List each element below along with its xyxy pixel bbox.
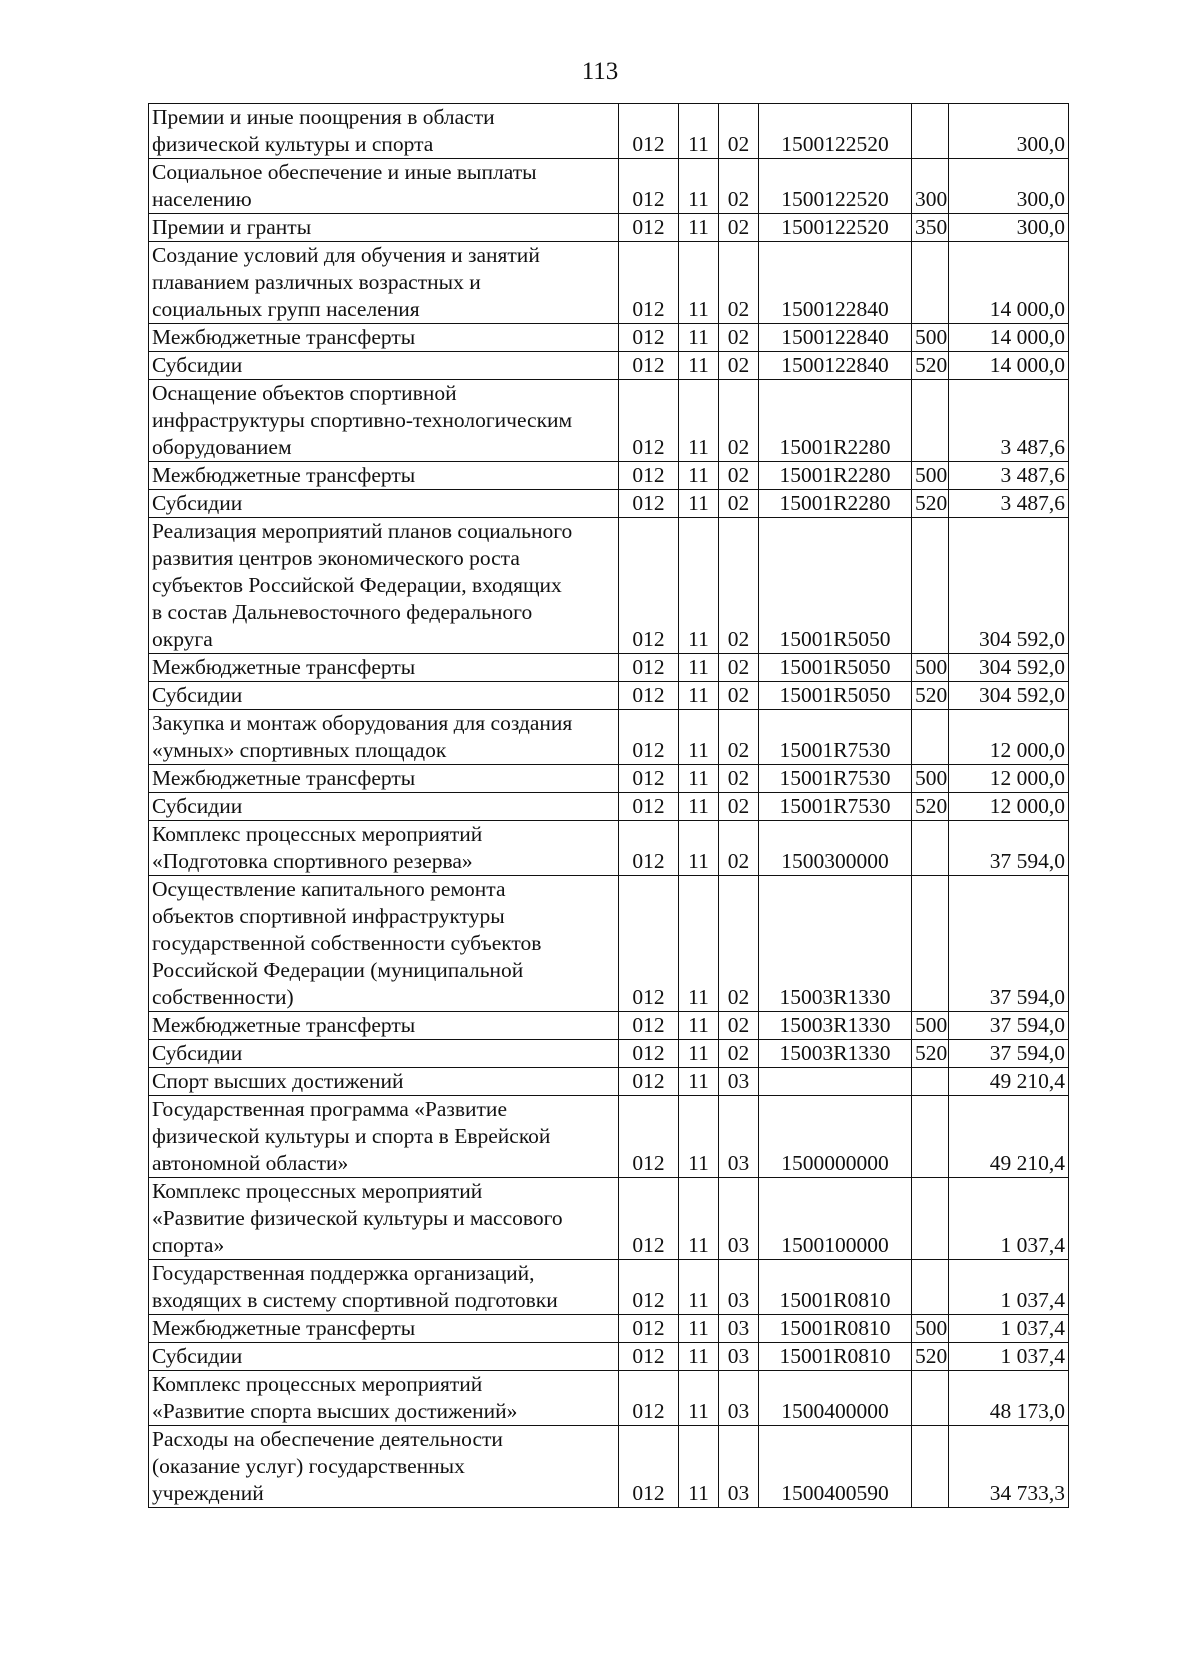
- table-row: [149, 682, 1069, 710]
- row-expense-type: 520: [912, 352, 949, 380]
- row-ministry-code: 012: [619, 710, 679, 765]
- row-ministry-code: 012: [619, 876, 679, 1012]
- row-target-article: 15001R5050: [759, 518, 912, 654]
- row-subsection-code: 02: [719, 159, 759, 214]
- row-name: Субсидии: [149, 490, 619, 518]
- row-ministry-code: 012: [619, 654, 679, 682]
- row-section-code: 11: [679, 1315, 719, 1343]
- row-name: Субсидии: [149, 793, 619, 821]
- row-target-article: 15001R2280: [759, 462, 912, 490]
- row-subsection-code: 02: [719, 1040, 759, 1068]
- row-target-article: 15001R2280: [759, 380, 912, 462]
- table-row: [149, 242, 1069, 324]
- row-subsection-code: 03: [719, 1343, 759, 1371]
- row-subsection-code: 02: [719, 765, 759, 793]
- row-ministry-code: 012: [619, 1315, 679, 1343]
- row-subsection-code: 02: [719, 490, 759, 518]
- row-ministry-code: 012: [619, 1096, 679, 1178]
- row-expense-type: 500: [912, 1012, 949, 1040]
- row-section-code: 11: [679, 104, 719, 159]
- row-section-code: 11: [679, 821, 719, 876]
- row-target-article: 15001R0810: [759, 1260, 912, 1315]
- row-name: Реализация мероприятий планов социального развития центров экономического роста субъектов Российской Федерации, входящих в состав Дальневосточного федерального округа: [149, 518, 619, 654]
- row-target-article: 15001R5050: [759, 682, 912, 710]
- table-row: [149, 821, 1069, 876]
- row-target-article: 1500000000: [759, 1096, 912, 1178]
- table-row: [149, 462, 1069, 490]
- row-name: Закупка и монтаж оборудования для создания «умных» спортивных площадок: [149, 710, 619, 765]
- row-name: Государственная поддержка организаций, входящих в систему спортивной подготовки: [149, 1260, 619, 1315]
- row-expense-type: [912, 1068, 949, 1096]
- row-amount: 12 000,0: [949, 710, 1069, 765]
- row-section-code: 11: [679, 490, 719, 518]
- row-amount: 300,0: [949, 104, 1069, 159]
- row-target-article: 15001R7530: [759, 793, 912, 821]
- row-section-code: 11: [679, 1040, 719, 1068]
- row-ministry-code: 012: [619, 214, 679, 242]
- row-expense-type: [912, 821, 949, 876]
- row-expense-type: 520: [912, 682, 949, 710]
- row-name: Комплекс процессных мероприятий «Развитие спорта высших достижений»: [149, 1371, 619, 1426]
- row-amount: 1 037,4: [949, 1315, 1069, 1343]
- row-section-code: 11: [679, 710, 719, 765]
- row-expense-type: [912, 1426, 949, 1508]
- row-ministry-code: 012: [619, 380, 679, 462]
- row-expense-type: [912, 242, 949, 324]
- row-amount: 3 487,6: [949, 462, 1069, 490]
- row-expense-type: [912, 1260, 949, 1315]
- row-expense-type: 500: [912, 324, 949, 352]
- row-amount: 49 210,4: [949, 1068, 1069, 1096]
- row-name: Создание условий для обучения и занятий плаванием различных возрастных и социальных групп населения: [149, 242, 619, 324]
- row-name: Межбюджетные трансферты: [149, 1315, 619, 1343]
- row-subsection-code: 02: [719, 214, 759, 242]
- table-row: [149, 214, 1069, 242]
- row-name: Комплекс процессных мероприятий «Подготовка спортивного резерва»: [149, 821, 619, 876]
- row-ministry-code: 012: [619, 104, 679, 159]
- row-section-code: 11: [679, 1012, 719, 1040]
- row-amount: 304 592,0: [949, 682, 1069, 710]
- row-target-article: 15001R0810: [759, 1343, 912, 1371]
- row-amount: 37 594,0: [949, 821, 1069, 876]
- row-section-code: 11: [679, 242, 719, 324]
- row-section-code: 11: [679, 793, 719, 821]
- row-subsection-code: 03: [719, 1371, 759, 1426]
- row-target-article: 1500122520: [759, 214, 912, 242]
- row-section-code: 11: [679, 654, 719, 682]
- table-row: [149, 490, 1069, 518]
- row-amount: 1 037,4: [949, 1343, 1069, 1371]
- row-name: Субсидии: [149, 1040, 619, 1068]
- row-amount: 37 594,0: [949, 1012, 1069, 1040]
- row-expense-type: [912, 380, 949, 462]
- table-row: [149, 1371, 1069, 1426]
- row-subsection-code: 03: [719, 1260, 759, 1315]
- row-section-code: 11: [679, 159, 719, 214]
- row-name: Субсидии: [149, 682, 619, 710]
- table-row: [149, 1315, 1069, 1343]
- row-subsection-code: 02: [719, 518, 759, 654]
- row-target-article: 15003R1330: [759, 876, 912, 1012]
- table-row: [149, 654, 1069, 682]
- row-section-code: 11: [679, 876, 719, 1012]
- row-subsection-code: 02: [719, 462, 759, 490]
- table-row: [149, 765, 1069, 793]
- table-row: [149, 380, 1069, 462]
- row-amount: 3 487,6: [949, 490, 1069, 518]
- row-section-code: 11: [679, 1426, 719, 1508]
- row-amount: 300,0: [949, 214, 1069, 242]
- row-target-article: 15001R0810: [759, 1315, 912, 1343]
- row-target-article: 15001R2280: [759, 490, 912, 518]
- row-ministry-code: 012: [619, 242, 679, 324]
- row-subsection-code: 02: [719, 710, 759, 765]
- row-expense-type: 520: [912, 1040, 949, 1068]
- row-section-code: 11: [679, 1343, 719, 1371]
- row-expense-type: [912, 1096, 949, 1178]
- row-ministry-code: 012: [619, 793, 679, 821]
- row-name: Социальное обеспечение и иные выплаты населению: [149, 159, 619, 214]
- row-amount: 12 000,0: [949, 765, 1069, 793]
- table-row: [149, 324, 1069, 352]
- row-section-code: 11: [679, 324, 719, 352]
- row-name: Комплекс процессных мероприятий «Развитие физической культуры и массового спорта»: [149, 1178, 619, 1260]
- row-target-article: 15003R1330: [759, 1012, 912, 1040]
- row-section-code: 11: [679, 214, 719, 242]
- row-section-code: 11: [679, 1178, 719, 1260]
- row-amount: 1 037,4: [949, 1178, 1069, 1260]
- row-name: Премии и иные поощрения в области физической культуры и спорта: [149, 104, 619, 159]
- table-row: [149, 710, 1069, 765]
- row-ministry-code: 012: [619, 765, 679, 793]
- row-name: Субсидии: [149, 1343, 619, 1371]
- row-ministry-code: 012: [619, 518, 679, 654]
- table-row: [149, 876, 1069, 1012]
- row-expense-type: 300: [912, 159, 949, 214]
- row-subsection-code: 03: [719, 1096, 759, 1178]
- row-target-article: 1500400590: [759, 1426, 912, 1508]
- row-name: Межбюджетные трансферты: [149, 324, 619, 352]
- row-amount: 37 594,0: [949, 1040, 1069, 1068]
- row-amount: 1 037,4: [949, 1260, 1069, 1315]
- row-subsection-code: 02: [719, 654, 759, 682]
- row-expense-type: [912, 1371, 949, 1426]
- row-name: Расходы на обеспечение деятельности (оказание услуг) государственных учреждений: [149, 1426, 619, 1508]
- row-amount: 14 000,0: [949, 242, 1069, 324]
- row-amount: 34 733,3: [949, 1426, 1069, 1508]
- row-expense-type: 520: [912, 490, 949, 518]
- table-row: [149, 1096, 1069, 1178]
- row-amount: 12 000,0: [949, 793, 1069, 821]
- table-row: [149, 1426, 1069, 1508]
- row-target-article: 1500122520: [759, 159, 912, 214]
- row-ministry-code: 012: [619, 352, 679, 380]
- row-expense-type: [912, 876, 949, 1012]
- row-expense-type: [912, 1178, 949, 1260]
- row-ministry-code: 012: [619, 682, 679, 710]
- row-section-code: 11: [679, 1371, 719, 1426]
- table-row: [149, 793, 1069, 821]
- row-target-article: 15003R1330: [759, 1040, 912, 1068]
- row-ministry-code: 012: [619, 821, 679, 876]
- row-amount: 49 210,4: [949, 1096, 1069, 1178]
- row-expense-type: 500: [912, 654, 949, 682]
- row-expense-type: 520: [912, 793, 949, 821]
- row-target-article: 1500100000: [759, 1178, 912, 1260]
- row-target-article: 1500400000: [759, 1371, 912, 1426]
- row-ministry-code: 012: [619, 1068, 679, 1096]
- row-name: Оснащение объектов спортивной инфраструктуры спортивно-технологическим оборудованием: [149, 380, 619, 462]
- row-name: Осуществление капитального ремонта объектов спортивной инфраструктуры государственной собственности субъектов Российской Федерации (муниципальной собственности): [149, 876, 619, 1012]
- row-amount: 300,0: [949, 159, 1069, 214]
- row-ministry-code: 012: [619, 1012, 679, 1040]
- row-ministry-code: 012: [619, 1371, 679, 1426]
- row-amount: 14 000,0: [949, 352, 1069, 380]
- row-name: Межбюджетные трансферты: [149, 462, 619, 490]
- row-ministry-code: 012: [619, 1040, 679, 1068]
- row-amount: 304 592,0: [949, 518, 1069, 654]
- row-target-article: [759, 1068, 912, 1096]
- row-expense-type: 520: [912, 1343, 949, 1371]
- row-subsection-code: 02: [719, 324, 759, 352]
- row-ministry-code: 012: [619, 1178, 679, 1260]
- row-section-code: 11: [679, 1260, 719, 1315]
- row-name: Межбюджетные трансферты: [149, 654, 619, 682]
- table-row: [149, 159, 1069, 214]
- row-name: Премии и гранты: [149, 214, 619, 242]
- row-name: Межбюджетные трансферты: [149, 1012, 619, 1040]
- row-target-article: 1500122840: [759, 352, 912, 380]
- row-ministry-code: 012: [619, 324, 679, 352]
- row-subsection-code: 02: [719, 1012, 759, 1040]
- row-subsection-code: 02: [719, 104, 759, 159]
- row-name: Спорт высших достижений: [149, 1068, 619, 1096]
- row-subsection-code: 02: [719, 876, 759, 1012]
- row-amount: 48 173,0: [949, 1371, 1069, 1426]
- row-name: Межбюджетные трансферты: [149, 765, 619, 793]
- table-row: [149, 1343, 1069, 1371]
- row-ministry-code: 012: [619, 1426, 679, 1508]
- row-subsection-code: 03: [719, 1068, 759, 1096]
- row-subsection-code: 02: [719, 821, 759, 876]
- row-expense-type: [912, 710, 949, 765]
- row-target-article: 15001R5050: [759, 654, 912, 682]
- table-row: [149, 1012, 1069, 1040]
- row-section-code: 11: [679, 380, 719, 462]
- table-row: [149, 1178, 1069, 1260]
- row-amount: 304 592,0: [949, 654, 1069, 682]
- row-target-article: 1500122840: [759, 324, 912, 352]
- row-section-code: 11: [679, 682, 719, 710]
- table-row: [149, 1040, 1069, 1068]
- row-subsection-code: 02: [719, 352, 759, 380]
- budget-table: [148, 103, 1069, 1508]
- row-target-article: 1500122520: [759, 104, 912, 159]
- row-section-code: 11: [679, 352, 719, 380]
- row-expense-type: 500: [912, 1315, 949, 1343]
- row-ministry-code: 012: [619, 1343, 679, 1371]
- table-row: [149, 104, 1069, 159]
- row-name: Субсидии: [149, 352, 619, 380]
- row-expense-type: [912, 104, 949, 159]
- table-row: [149, 1068, 1069, 1096]
- budget-table-body: [149, 104, 1069, 1508]
- row-section-code: 11: [679, 765, 719, 793]
- row-ministry-code: 012: [619, 1260, 679, 1315]
- row-expense-type: 500: [912, 765, 949, 793]
- row-subsection-code: 02: [719, 380, 759, 462]
- row-target-article: 15001R7530: [759, 710, 912, 765]
- row-expense-type: [912, 518, 949, 654]
- row-amount: 3 487,6: [949, 380, 1069, 462]
- row-section-code: 11: [679, 518, 719, 654]
- row-subsection-code: 03: [719, 1178, 759, 1260]
- row-section-code: 11: [679, 1068, 719, 1096]
- row-ministry-code: 012: [619, 490, 679, 518]
- row-subsection-code: 02: [719, 242, 759, 324]
- row-amount: 37 594,0: [949, 876, 1069, 1012]
- row-name: Государственная программа «Развитие физической культуры и спорта в Еврейской автономной области»: [149, 1096, 619, 1178]
- table-row: [149, 352, 1069, 380]
- page-number: 113: [581, 58, 619, 85]
- row-subsection-code: 02: [719, 682, 759, 710]
- row-ministry-code: 012: [619, 462, 679, 490]
- row-target-article: 15001R7530: [759, 765, 912, 793]
- row-amount: 14 000,0: [949, 324, 1069, 352]
- row-section-code: 11: [679, 1096, 719, 1178]
- table-row: [149, 1260, 1069, 1315]
- row-section-code: 11: [679, 462, 719, 490]
- row-subsection-code: 03: [719, 1315, 759, 1343]
- row-target-article: 1500300000: [759, 821, 912, 876]
- row-target-article: 1500122840: [759, 242, 912, 324]
- row-subsection-code: 02: [719, 793, 759, 821]
- row-ministry-code: 012: [619, 159, 679, 214]
- row-expense-type: 350: [912, 214, 949, 242]
- row-subsection-code: 03: [719, 1426, 759, 1508]
- row-expense-type: 500: [912, 462, 949, 490]
- table-row: [149, 518, 1069, 654]
